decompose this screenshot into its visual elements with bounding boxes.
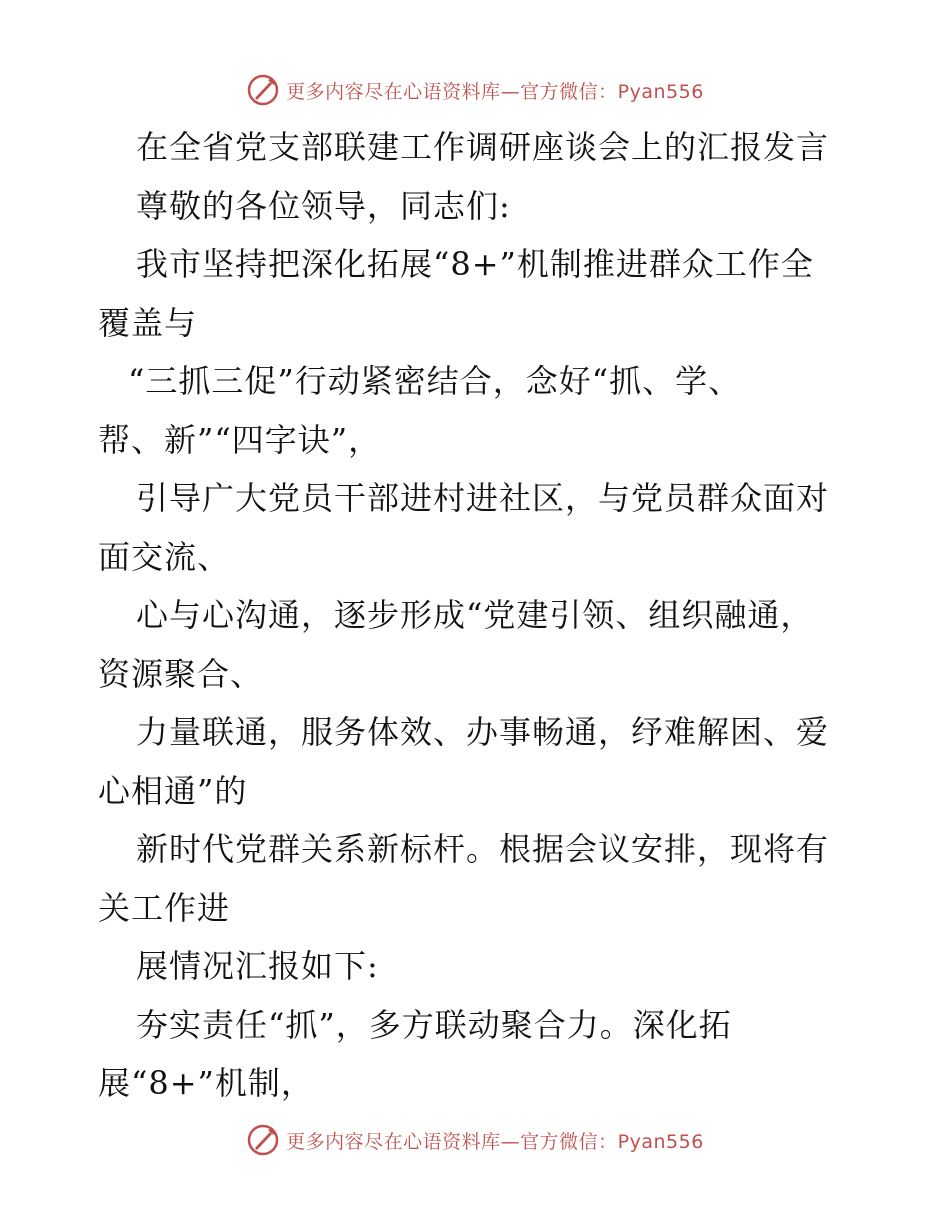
document-line: 夯实责任“抓”，多方联动聚合力。深化拓 xyxy=(136,1005,732,1044)
document-line: 心相通”的 xyxy=(98,771,248,810)
document-line: 尊敬的各位领导，同志们: xyxy=(136,186,511,225)
document-line: 资源聚合、 xyxy=(98,654,264,693)
footer-watermark-text: 更多内容尽在心语资料库—官方微信：Pyan556 xyxy=(286,1130,704,1153)
header-watermark-text: 更多内容尽在心语资料库—官方微信：Pyan556 xyxy=(286,80,704,103)
document-line: 力量联通，服务体效、办事畅通，纾难解困、爱 xyxy=(136,713,830,751)
quill-pen-logo-icon xyxy=(246,73,280,107)
document-line: 引导广大党员干部进村进社区，与党员群众面对 xyxy=(136,479,830,517)
document-line: “三抓三促”行动紧密结合，念好“抓、学、 xyxy=(128,362,742,400)
document-body xyxy=(98,118,858,1113)
document-line: 展“8+”机制， xyxy=(98,1064,314,1102)
document-line: 我市坚持把深化拓展“8+”机制推进群众工作全 xyxy=(136,245,814,283)
document-line: 心与心沟通，逐步形成“党建引领、组织融通， xyxy=(136,596,814,634)
document-line: 帮、新”“四字诀”， xyxy=(98,420,382,459)
footer-watermark xyxy=(0,1120,950,1160)
document-line: 面交流、 xyxy=(98,537,231,576)
document-line: 展情况汇报如下: xyxy=(136,947,379,985)
document-line: 在全省党支部联建工作调研座谈会上的汇报发言 xyxy=(136,128,830,166)
document-line: 新时代党群关系新标杆。根据会议安排，现将有 xyxy=(136,830,830,868)
document-line: 关工作进 xyxy=(98,888,231,927)
quill-pen-logo-icon xyxy=(246,1123,280,1157)
document-line: 覆盖与 xyxy=(98,303,198,342)
header-watermark xyxy=(0,70,950,110)
